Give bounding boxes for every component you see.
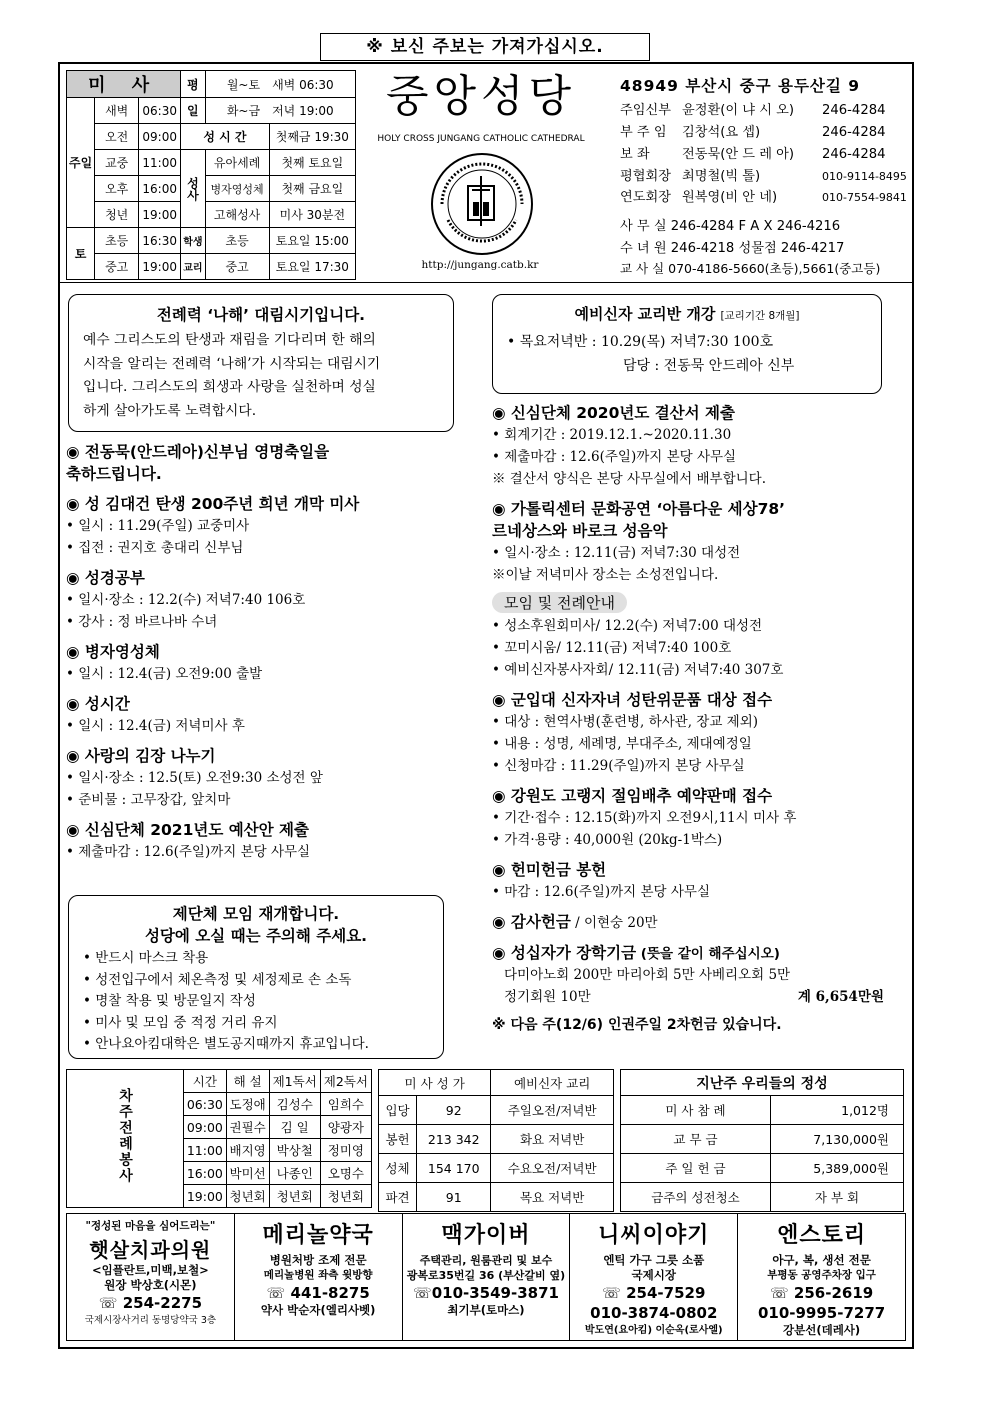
catechism-header: 예비신자 교리 bbox=[491, 1070, 614, 1096]
office-phone: 수 녀 원 246-4218 성물점 246-4217 bbox=[620, 241, 845, 256]
catechumen-heading bbox=[507, 303, 867, 324]
hymn-header: 미 사 성 가 bbox=[379, 1070, 491, 1096]
covid-item: • 명찰 착용 및 방문일지 작성 bbox=[83, 993, 256, 1009]
advent-line: 예수 그리스도의 탄생과 재림을 기다리며 한 해의 bbox=[83, 332, 376, 348]
table-row: 성체 154 170 수요오전/저녁반 bbox=[379, 1154, 614, 1183]
staff-row: 보 좌 전동묵(안 드 레 아) 246-4284 bbox=[620, 147, 886, 162]
covid-item: • 안나요아킴대학은 별도공지때까지 휴교입니다. bbox=[83, 1036, 369, 1052]
office-phone: 교 사 실 070-4186-5660(초등),5661(중고등) bbox=[620, 261, 881, 276]
sunday-time: 09:00 bbox=[139, 124, 181, 150]
notice-item: • 일시 : 12.4(금) 오전9:00 출발 bbox=[66, 666, 263, 682]
notice-title: ◉ 성시간 bbox=[66, 695, 130, 713]
advent-title: 전례력 ‘나해’ 대림시기입니다. bbox=[156, 306, 366, 324]
table-row: 16:00 박미선 나종인 오명수 bbox=[67, 1162, 372, 1185]
covid-item: • 반드시 마스크 착용 bbox=[83, 950, 209, 966]
notice-item: • 회계기간 : 2019.12.1.~2020.11.30 bbox=[492, 427, 732, 443]
staff-row: 평협회장 최명철(빅 톨) 010-9114-8495 bbox=[620, 169, 907, 184]
sunday-label: 주일 bbox=[67, 98, 95, 228]
table-row: 입당 92 주일오전/저녁반 bbox=[379, 1096, 614, 1125]
advent-line: 입니다. 그리스도의 희생과 사랑을 실천하며 성실 bbox=[83, 379, 376, 395]
sunday-name: 오후 bbox=[95, 176, 139, 202]
notice-title: ◉ 사랑의 김장 나누기 bbox=[66, 747, 216, 765]
notice-item: • 일시 : 11.29(주일) 교중미사 bbox=[66, 518, 250, 534]
weekday-row-2: 화~금 저녁 19:00 bbox=[205, 98, 355, 124]
student-name: 초등 bbox=[205, 228, 269, 254]
notice-item: • 대상 : 현역사병(훈련병, 하사관, 장교 제외) bbox=[492, 714, 759, 730]
sunday-time: 06:30 bbox=[139, 98, 181, 124]
weekday-label-2: 일 bbox=[181, 98, 205, 124]
saturday-label: 토 bbox=[67, 228, 95, 280]
office-phone: 사 무 실 246-4284 F A X 246-4216 bbox=[620, 219, 841, 234]
notice-title: ◉ 신심단체 2021년도 예산안 제출 bbox=[66, 821, 309, 839]
notice-title: ◉ 성 김대건 탄생 200주년 희년 개막 미사 bbox=[66, 495, 360, 513]
advent-notice-box bbox=[68, 294, 454, 432]
service-header: 제2독서 bbox=[320, 1070, 371, 1093]
sacrament-label: 성사 bbox=[181, 150, 205, 228]
notice-item: • 집전 : 권지호 총대리 신부님 bbox=[66, 540, 244, 556]
notice-item: • 준비물 : 고무장갑, 앞치마 bbox=[66, 792, 231, 808]
sacrament-time: 미사 30분전 bbox=[269, 202, 355, 228]
student-label-1: 학생 bbox=[181, 228, 205, 254]
notice-title: ◉ 성경공부 bbox=[66, 569, 145, 587]
saturday-name: 초등 bbox=[95, 228, 139, 254]
notice-item: ※이날 저녁미사 장소는 소성전입니다. bbox=[492, 567, 719, 583]
covid-title: 제단체 모임 재개합니다. bbox=[172, 905, 340, 923]
table-row: 19:00 청년회 청년회 청년회 bbox=[67, 1185, 372, 1208]
ad-handyman: 맥가이버 주택관리, 원룸관리 및 보수 광복로35번길 36 (부산갈비 옆) ☏010-3549-3871 최기부(토마스) bbox=[402, 1214, 570, 1341]
table-row: 봉헌 213 342 화요 저녁반 bbox=[379, 1125, 614, 1154]
ad-restaurant: 엔스토리 아구, 복, 생선 전문 부평동 공영주차장 입구 ☏ 256-2619 010-9995-7277 강분선(데레사) bbox=[738, 1214, 906, 1341]
table-row: 주 일 헌 금 5,389,000원 bbox=[621, 1154, 904, 1183]
student-time: 토요일 17:30 bbox=[269, 254, 355, 280]
meeting-item: • 성소후원회미사/ 12.2(수) 저녁7:00 대성전 bbox=[492, 618, 763, 634]
church-address: 48949 부산시 중구 용두산길 9 bbox=[620, 77, 861, 95]
saturday-name: 중고 bbox=[95, 254, 139, 280]
hymn-table bbox=[378, 1069, 614, 1212]
notice-title: ◉ 병자영성체 bbox=[66, 643, 160, 661]
mass-header: 미 사 bbox=[67, 71, 181, 98]
catechumen-note: [교리기간 8개월] bbox=[720, 310, 800, 322]
sunday-name: 교중 bbox=[95, 150, 139, 176]
table-row: 09:00 권필수 김 일 양광자 bbox=[67, 1116, 372, 1139]
ads-table bbox=[66, 1213, 906, 1341]
offering-header: 지난주 우리들의 정성 bbox=[621, 1070, 904, 1096]
scholarship-line: 다미아노회 200만 마리아회 5만 사베리오회 5만 bbox=[504, 967, 791, 983]
table-row: 미 사 참 례 1,012명 bbox=[621, 1096, 904, 1125]
sunday-time: 16:00 bbox=[139, 176, 181, 202]
church-english-name: HOLY CROSS JUNGANG CATHOLIC CATHEDRAL bbox=[377, 134, 585, 144]
student-name: 중고 bbox=[205, 254, 269, 280]
notice-title: 르네상스와 바로크 성음악 bbox=[492, 522, 668, 540]
ad-dental: "정성된 마음을 심어드리는" 햇살치과의원 <임플란트,미백,보철> 원장 박상호(시몬) ☏ 254-2275 국제시장사거리 동명당약국 3층 bbox=[67, 1214, 235, 1341]
notice-item: • 제출마감 : 12.6(주일)까지 본당 사무실 bbox=[492, 449, 737, 465]
scholarship-total: 정기회원 10만 계 6,654만원 bbox=[504, 989, 884, 1005]
notice-title: ◉ 전동묵(안드레아)신부님 영명축일을 bbox=[66, 443, 330, 461]
header-divider bbox=[58, 282, 914, 283]
holy-hour-label: 성 시 간 bbox=[181, 124, 270, 150]
service-table bbox=[66, 1069, 372, 1208]
take-home-banner: ※ 보신 주보는 가져가십시오. bbox=[320, 33, 650, 61]
weekday-row-1: 월~토 새벽 06:30 bbox=[205, 71, 355, 98]
sunday-time: 11:00 bbox=[139, 150, 181, 176]
table-row: 11:00 배지영 박상철 정미영 bbox=[67, 1139, 372, 1162]
staff-row: 주임신부 윤정환(이 냐 시 오) 246-4284 bbox=[620, 103, 886, 118]
right-notices bbox=[492, 402, 902, 1036]
service-side-label: 차주전례봉사 bbox=[67, 1070, 184, 1208]
student-label-2: 교리 bbox=[181, 254, 205, 280]
service-header: 시간 bbox=[184, 1070, 227, 1093]
notice-item: • 일시·장소 : 12.5(토) 오전9:30 소성전 앞 bbox=[66, 770, 323, 786]
ad-antique: 니씨이야기 엔틱 가구 그릇 소품 국제시장 ☏ 254-7529 010-3874-0802 박도연(요아킴) 이순옥(로사엘) bbox=[570, 1214, 738, 1341]
notice-title: 축하드립니다. bbox=[66, 465, 162, 483]
notice-title: ◉ 강원도 고랭지 절임배추 예약판매 접수 bbox=[492, 787, 773, 805]
staff-row: 부 주 임 김창석(요 셉) 246-4284 bbox=[620, 125, 886, 140]
saturday-time: 16:30 bbox=[139, 228, 181, 254]
covid-title: 성당에 오실 때는 주의해 주세요. bbox=[144, 927, 368, 945]
service-header: 제1독서 bbox=[269, 1070, 320, 1093]
catechumen-box bbox=[492, 294, 882, 394]
notice-title: ◉ 군입대 신자자녀 성탄위문품 대상 접수 bbox=[492, 691, 773, 709]
catechumen-line: 담당 : 전동묵 안드레아 신부 bbox=[623, 358, 795, 374]
sacrament-name: 병자영성체 bbox=[205, 176, 269, 202]
service-header: 해 설 bbox=[226, 1070, 269, 1093]
notice-item: • 강사 : 정 바르나바 수녀 bbox=[66, 614, 218, 630]
table-row: 06:30 도정애 김성수 임희수 bbox=[67, 1093, 372, 1116]
church-name: 중앙성당 bbox=[385, 71, 576, 122]
notice-title: ◉ 가톨릭센터 문화공연 ‘아름다운 세상78’ bbox=[492, 500, 786, 518]
notice-item: • 일시·장소 : 12.11(금) 저녁7:30 대성전 bbox=[492, 545, 741, 561]
meeting-pill: 모임 및 전례안내 bbox=[492, 592, 627, 613]
notice-item: ※ 결산서 양식은 본당 사무실에서 배부합니다. bbox=[492, 471, 766, 487]
advent-line: 시작을 알리는 전례력 ‘나해’가 시작되는 대림시기 bbox=[83, 355, 381, 372]
sacrament-name: 유아세례 bbox=[205, 150, 269, 176]
notice-item: • 내용 : 성명, 세례명, 부대주소, 제대예정일 bbox=[492, 736, 752, 752]
sunday-name: 청년 bbox=[95, 202, 139, 228]
next-week-note: ※ 다음 주(12/6) 인권주일 2차헌금 있습니다. bbox=[492, 1017, 782, 1033]
notice-item: • 마감 : 12.6(주일)까지 본당 사무실 bbox=[492, 884, 711, 900]
holy-hour-value: 첫째금 19:30 bbox=[269, 124, 355, 150]
left-notices bbox=[66, 441, 466, 863]
student-time: 토요일 15:00 bbox=[269, 228, 355, 254]
weekday-label-1: 평 bbox=[181, 71, 205, 98]
notice-item: • 신청마감 : 11.29(주일)까지 본당 사무실 bbox=[492, 758, 745, 774]
ad-pharmacy: 메리놀약국 병원처방 조제 전문 메리놀병원 좌측 윗방향 ☏ 441-8275 약사 박순자(엘리사벳) bbox=[234, 1214, 402, 1341]
sunday-name: 새벽 bbox=[95, 98, 139, 124]
table-row: 금주의 성전청소 자 부 회 bbox=[621, 1183, 904, 1212]
staff-row: 연도회장 원복영(비 안 네) 010-7554-9841 bbox=[620, 190, 907, 205]
notice-item: • 가격·용량 : 40,000원 (20kg-1박스) bbox=[492, 832, 723, 848]
sunday-time: 19:00 bbox=[139, 202, 181, 228]
notice-title: ◉ 신심단체 2020년도 결산서 제출 bbox=[492, 404, 735, 422]
sunday-name: 오전 bbox=[95, 124, 139, 150]
table-row: 교 무 금 7,130,000원 bbox=[621, 1125, 904, 1154]
notice-item: • 기간·접수 : 12.15(화)까지 오전9시,11시 미사 후 bbox=[492, 810, 797, 826]
mass-schedule-table bbox=[66, 70, 356, 280]
sacrament-name: 고해성사 bbox=[205, 202, 269, 228]
saturday-time: 19:00 bbox=[139, 254, 181, 280]
meeting-pill-wrap bbox=[492, 592, 902, 613]
meeting-item: • 예비신자봉사자회/ 12.11(금) 저녁7:40 307호 bbox=[492, 662, 784, 678]
church-seal-logo bbox=[428, 150, 536, 258]
notice-item: • 제출마감 : 12.6(주일)까지 본당 사무실 bbox=[66, 844, 311, 860]
covid-item: • 성전입구에서 체온측정 및 세정제로 손 소독 bbox=[83, 971, 352, 988]
scholarship-heading: ◉ 성십자가 장학기금 (뜻을 같이 해주십시오) bbox=[492, 944, 780, 962]
church-url[interactable]: http://jungang.catb.kr bbox=[421, 259, 539, 271]
table-row: 파견 91 목요 저녁반 bbox=[379, 1183, 614, 1212]
sacrament-time: 첫째 토요일 bbox=[269, 150, 355, 176]
thanks-offering: ◉ 감사헌금 / 이현숭 20만 bbox=[492, 913, 658, 931]
notice-item: • 일시 : 12.4(금) 저녁미사 후 bbox=[66, 718, 245, 734]
notice-title: ◉ 헌미헌금 봉헌 bbox=[492, 861, 607, 879]
notice-item: • 일시·장소 : 12.2(수) 저녁7:40 106호 bbox=[66, 592, 306, 608]
catechumen-title: 예비신자 교리반 개강 bbox=[574, 305, 716, 323]
covid-notice-box bbox=[68, 895, 444, 1059]
sacrament-time: 첫째 금요일 bbox=[269, 176, 355, 202]
meeting-item: • 꼬미시움/ 12.11(금) 저녁7:40 100호 bbox=[492, 640, 732, 656]
offering-table bbox=[620, 1069, 904, 1212]
covid-item: • 미사 및 모임 중 적정 거리 유지 bbox=[83, 1014, 278, 1031]
catechumen-line: • 목요저녁반 : 10.29(목) 저녁7:30 100호 bbox=[507, 334, 774, 350]
advent-line: 하게 살아가도록 노력합시다. bbox=[83, 402, 257, 419]
